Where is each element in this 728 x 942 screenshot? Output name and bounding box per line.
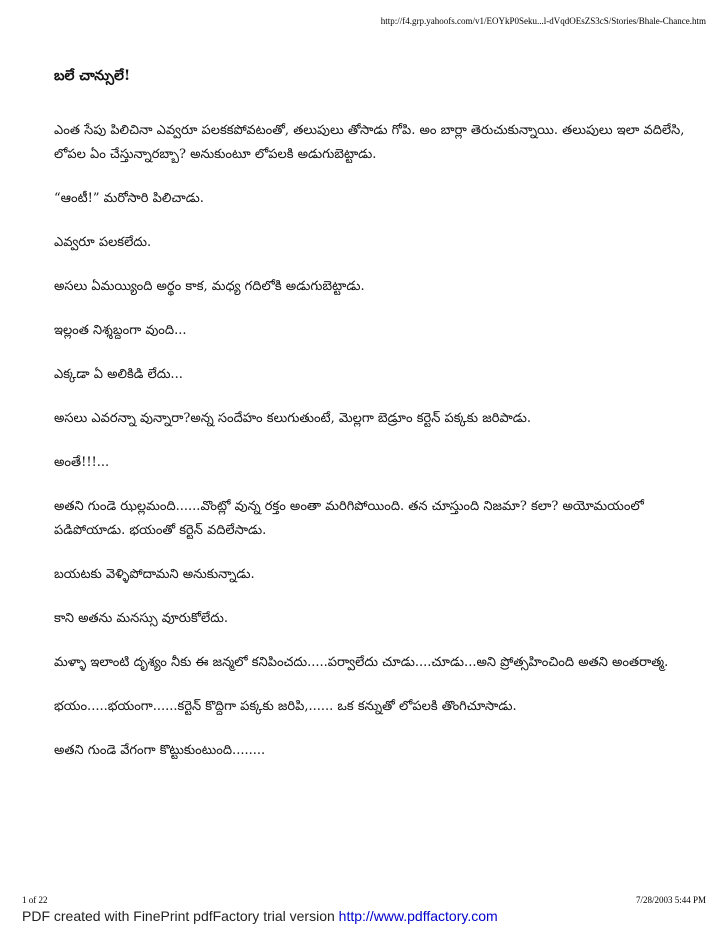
paragraph: అతని గుండె వేగంగా కొట్టుకుంటుంది........ [54,743,266,758]
paragraph: మళ్ళా ఇలాంటి దృశ్యం నీకు ఈ జన్మలో కనిపించదు.....పర్వాలేదు చూడు....చూడు...అని ప్రోత్సహించింది అతని అంతరాత్మ. [54,655,669,670]
paragraph: “ఆంటీ!” మరోసారి పిలిచాడు. [54,191,204,206]
pdffactory-link[interactable]: http://www.pdffactory.com [338,908,498,924]
paragraph: అసలు ఎవరన్నా వున్నారా?అన్న సందేహం కలుగుతుంటే, మెల్లగా బెడ్రూం కర్టెన్ పక్కకు జరిపాడు. [54,411,532,426]
source-url: http://f4.grp.yahoofs.com/v1/EOYkP0Seku...l-dVqdOEsZS3cS/Stories/Bhale-Chance.htm [380,16,706,26]
paragraph: అసలు ఏమయ్యింది అర్థం కాక, మధ్య గదిలోకి అడుగుబెట్టాడు. [54,279,365,294]
page-number: 1 of 22 [22,895,48,905]
print-datetime: 7/28/2003 5:44 PM [635,895,706,905]
paragraph: బయటకు వెళ్ళిపోదామని అనుకున్నాడు. [54,567,255,582]
paragraph: కాని అతను మనస్సు వూరుకోలేదు. [54,611,229,626]
paragraph: ఎంత సేపు పిలిచినా ఎవ్వరూ పలకకపోవటంతో, తలుపులు తోసాడు గోపి. అం బార్లా తెరుచుకున్నాయి. తలుపులు ఇలా వదిలేసి, లోపల ఏం చేస్తున్నారబ్బా? అనుకుంటూ లోపలకి అడుగుబెట్టాడు. [54,123,685,162]
paragraph: ఇల్లంత నిశ్శబ్దంగా వుంది... [54,323,187,338]
paragraph: ఎక్కడా ఏ అలికిడి లేదు... [54,367,183,382]
story-title: బలే చాన్సులే! [54,68,131,84]
paragraph: భయం.....భయంగా......కర్టెన్ కొద్దిగా పక్కకు జరిపి,...... ఒక కన్నుతో లోపలకి తొంగిచూసాడు. [54,699,517,714]
pdf-footer [22,908,498,924]
paragraph: అతని గుండె ఝల్లమంది......వొంట్లో వున్న రక్తం అంతా మరిగిపోయింది. తన చూస్తుంది నిజమా? కలా? అయోమయంలో పడిపోయాడు. భయంతో కర్టెన్ వదిలేసాడు. [54,499,644,538]
paragraph: ఎవ్వరూ పలకలేదు. [54,235,152,250]
pdf-footer-text: PDF created with FinePrint pdfFactory trial version [22,908,339,924]
story-content [54,68,694,783]
paragraph: అంతే!!!... [54,455,110,470]
